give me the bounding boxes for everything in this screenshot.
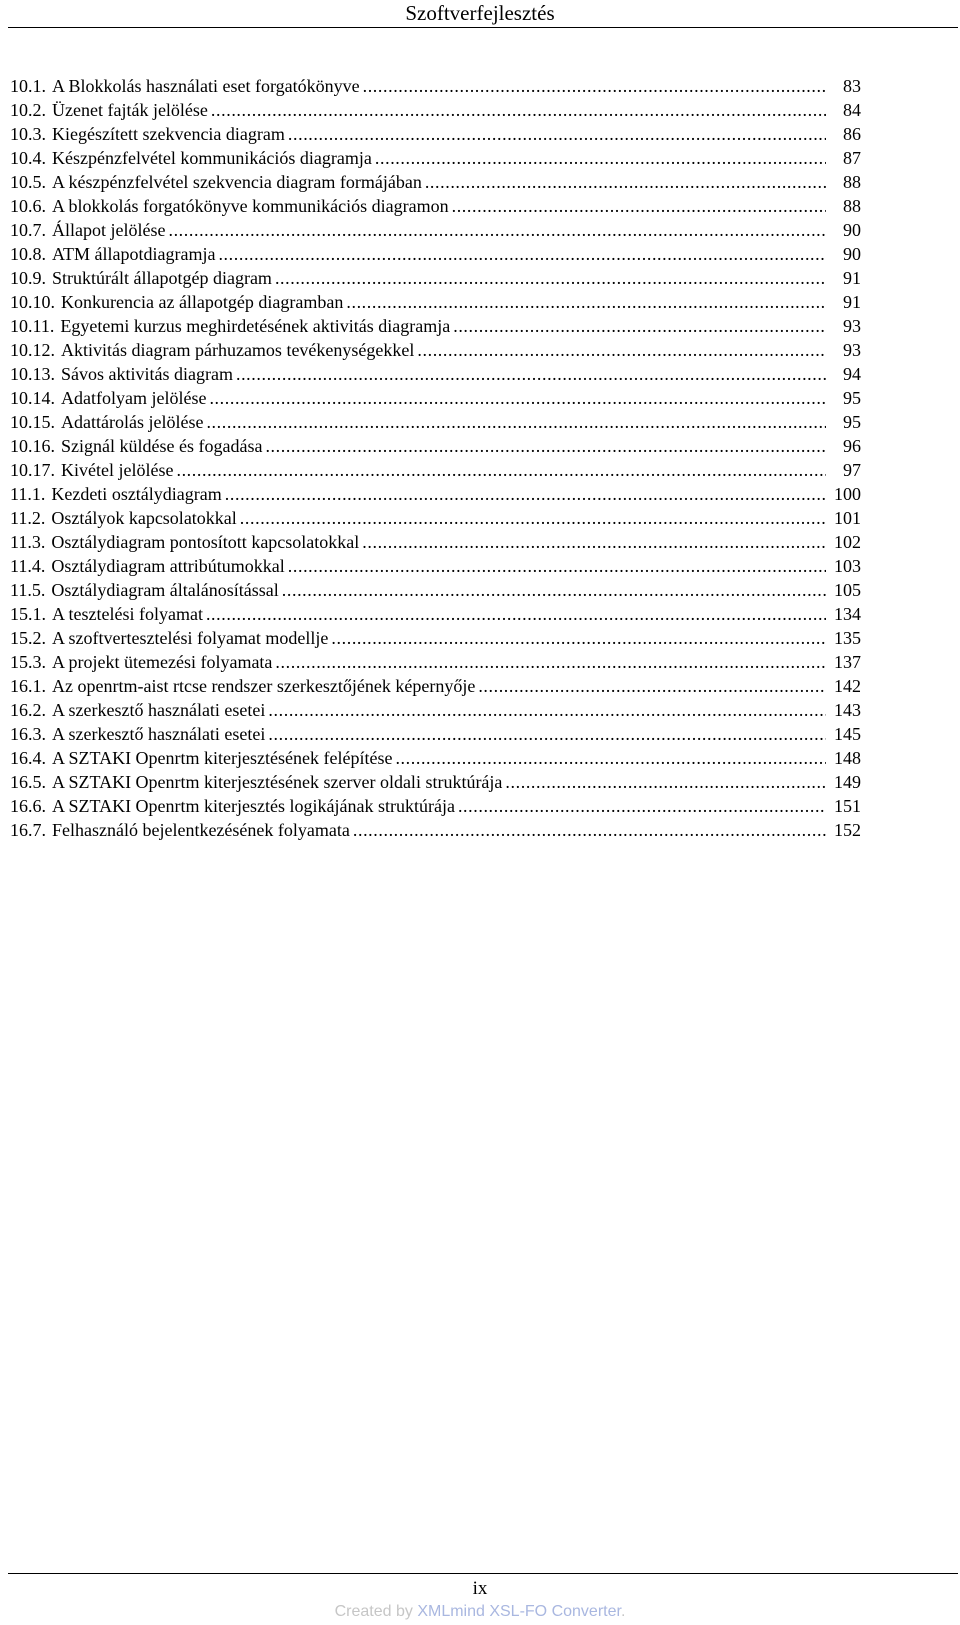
toc-entry-label — [10, 602, 203, 626]
toc-entry-page: 142 — [834, 676, 861, 696]
dot-leader — [275, 650, 826, 674]
dot-leader — [288, 554, 826, 578]
toc-entry[interactable] — [10, 146, 861, 170]
toc-entry-page: 103 — [834, 556, 861, 576]
dot-leader — [240, 506, 826, 530]
dot-leader — [168, 218, 826, 242]
toc-entry-page: 94 — [843, 364, 861, 384]
toc-entry-number: 16.3. — [10, 724, 46, 744]
toc-entry-page: 97 — [843, 460, 861, 480]
toc-entry-page: 95 — [843, 388, 861, 408]
toc-entry-number: 16.6. — [10, 796, 46, 816]
toc-entry[interactable] — [10, 362, 861, 386]
toc-entry[interactable] — [10, 650, 861, 674]
toc-entry-label — [10, 170, 422, 194]
toc-entry[interactable] — [10, 98, 861, 122]
toc-entry-page: 93 — [843, 340, 861, 360]
toc-entry-label — [10, 458, 173, 482]
toc-entry-label — [10, 650, 272, 674]
toc-entry-page: 95 — [843, 412, 861, 432]
dot-leader — [225, 482, 826, 506]
toc-entry[interactable] — [10, 242, 861, 266]
dot-leader — [209, 386, 826, 410]
toc-entry-number: 11.2. — [10, 508, 46, 528]
toc-entry-label — [10, 218, 165, 242]
toc-entry-page: 102 — [834, 532, 861, 552]
toc-entry-label — [10, 722, 265, 746]
dot-leader — [425, 170, 826, 194]
toc-entry-label — [10, 362, 233, 386]
toc-entry-label — [10, 314, 450, 338]
toc-entry-number: 10.5. — [10, 172, 46, 192]
dot-leader — [362, 530, 826, 554]
toc-entry-label — [10, 434, 262, 458]
toc-entry[interactable] — [10, 194, 861, 218]
toc-entry[interactable] — [10, 602, 861, 626]
toc-entry-title: Konkurencia az állapotgép diagramban — [61, 292, 344, 312]
dot-leader — [453, 314, 826, 338]
credit-prefix: Created by — [334, 1603, 418, 1620]
toc-entry-title: Osztályok kapcsolatokkal — [51, 508, 237, 528]
toc-entry-page: 91 — [843, 292, 861, 312]
dot-leader — [452, 194, 826, 218]
toc-entry-title: Kivétel jelölése — [61, 460, 174, 480]
toc-entry-label — [10, 746, 392, 770]
toc-entry-page: 151 — [834, 796, 861, 816]
toc-entry-title: Egyetemi kurzus meghirdetésének aktivitás diagramja — [60, 316, 451, 336]
toc-entry-number: 10.8. — [10, 244, 46, 264]
dot-leader — [211, 98, 826, 122]
toc-entry-number: 15.1. — [10, 604, 46, 624]
toc-entry-label — [10, 794, 455, 818]
toc-entry-page: 96 — [843, 436, 861, 456]
toc-entry-number: 16.4. — [10, 748, 46, 768]
toc-entry-title: ATM állapotdiagramja — [52, 244, 216, 264]
dot-leader — [346, 290, 826, 314]
dot-leader — [236, 362, 826, 386]
toc-entry-title: Kiegészített szekvencia diagram — [52, 124, 285, 144]
toc-entry-number: 10.11. — [10, 316, 55, 336]
dot-leader — [176, 458, 826, 482]
toc-entry-label — [10, 410, 203, 434]
toc-entry-page: 137 — [834, 652, 861, 672]
dot-leader — [458, 794, 826, 818]
dot-leader — [265, 434, 826, 458]
toc-entry[interactable] — [10, 290, 861, 314]
toc-entry-number: 10.2. — [10, 100, 46, 120]
toc-entry-title: A blokkolás forgatókönyve kommunikációs diagramon — [52, 196, 449, 216]
dot-leader — [282, 578, 826, 602]
toc-entry-title: A Blokkolás használati eset forgatókönyve — [52, 76, 360, 96]
toc-entry-page: 87 — [843, 148, 861, 168]
toc-entry-page: 105 — [834, 580, 861, 600]
toc-entry-title: A tesztelési folyamat — [52, 604, 203, 624]
toc-entry-page: 134 — [834, 604, 861, 624]
toc-entry[interactable] — [10, 122, 861, 146]
dot-leader — [505, 770, 826, 794]
toc-entry[interactable] — [10, 554, 861, 578]
dot-leader — [206, 410, 826, 434]
toc-entry-label — [10, 674, 475, 698]
toc-entry-number: 16.5. — [10, 772, 46, 792]
toc-entry-page: 88 — [843, 196, 861, 216]
toc-entry-page: 86 — [843, 124, 861, 144]
toc-entry-label — [10, 386, 206, 410]
toc-entry-label — [10, 74, 360, 98]
toc-entry-title: Szignál küldése és fogadása — [61, 436, 263, 456]
page-number: ix — [472, 1578, 488, 1599]
toc-entry-title: Aktivitás diagram párhuzamos tevékenységekkel — [61, 340, 415, 360]
toc-entry-label — [10, 266, 272, 290]
toc-entry-number: 11.1. — [10, 484, 46, 504]
toc-entry-label — [10, 770, 502, 794]
dot-leader — [478, 674, 826, 698]
toc-entry-title: Adatfolyam jelölése — [61, 388, 207, 408]
toc-entry-title: Üzenet fajták jelölése — [52, 100, 208, 120]
toc-entry-page: 83 — [843, 76, 861, 96]
toc-entry[interactable] — [10, 314, 861, 338]
toc-entry[interactable] — [10, 698, 861, 722]
footer-divider — [8, 1573, 958, 1574]
toc-entry-number: 10.10. — [10, 292, 55, 312]
toc-entry-title: Sávos aktivitás diagram — [61, 364, 233, 384]
toc-entry-page: 135 — [834, 628, 861, 648]
toc-entry-number: 11.5. — [10, 580, 46, 600]
toc-entry-number: 10.1. — [10, 76, 46, 96]
toc-entry-label — [10, 122, 285, 146]
toc-entry[interactable] — [10, 770, 861, 794]
toc-entry-page: 101 — [834, 508, 861, 528]
toc-entry-label — [10, 98, 208, 122]
toc-entry-number: 10.9. — [10, 268, 46, 288]
dot-leader — [288, 122, 826, 146]
toc-entry[interactable] — [10, 410, 861, 434]
header-divider — [8, 27, 958, 28]
toc-entry-number: 10.15. — [10, 412, 55, 432]
toc-entry-page: 152 — [834, 820, 861, 840]
toc-entry-label — [10, 698, 265, 722]
toc-entry-title: Készpénzfelvétel kommunikációs diagramja — [52, 148, 372, 168]
toc-entry-number: 15.2. — [10, 628, 46, 648]
toc-entry-title: A szerkesztő használati esetei — [52, 700, 266, 720]
toc-entry-title: A készpénzfelvétel szekvencia diagram formájában — [52, 172, 422, 192]
toc-entry-title: Állapot jelölése — [52, 220, 166, 240]
dot-leader — [275, 266, 826, 290]
toc-entry[interactable] — [10, 674, 861, 698]
dot-leader — [218, 242, 826, 266]
running-header-title: Szoftverfejlesztés — [405, 1, 555, 25]
toc-entry-page: 91 — [843, 268, 861, 288]
toc-entry-page: 90 — [843, 220, 861, 240]
toc-entry-page: 84 — [843, 100, 861, 120]
toc-entry-title: A SZTAKI Openrtm kiterjesztésének szerver oldali struktúrája — [52, 772, 503, 792]
toc-entry-page: 145 — [834, 724, 861, 744]
toc-entry-number: 10.7. — [10, 220, 46, 240]
toc-entry-title: Az openrtm-aist rtcse rendszer szerkesztőjének képernyője — [52, 676, 476, 696]
toc-entry-label — [10, 194, 449, 218]
list-of-figures — [10, 74, 861, 842]
toc-entry-title: Kezdeti osztálydiagram — [51, 484, 222, 504]
toc-entry-label — [10, 530, 359, 554]
toc-entry-number: 15.3. — [10, 652, 46, 672]
toc-entry-label — [10, 482, 222, 506]
toc-entry-page: 90 — [843, 244, 861, 264]
toc-entry-page: 100 — [834, 484, 861, 504]
toc-entry[interactable] — [10, 722, 861, 746]
toc-entry[interactable] — [10, 506, 861, 530]
toc-entry-label — [10, 578, 279, 602]
toc-entry-number: 16.1. — [10, 676, 46, 696]
toc-entry-number: 11.3. — [10, 532, 46, 552]
toc-entry-page: 148 — [834, 748, 861, 768]
toc-entry-title: A szoftvertesztelési folyamat modellje — [52, 628, 329, 648]
toc-entry-number: 10.17. — [10, 460, 55, 480]
dot-leader — [417, 338, 826, 362]
toc-entry[interactable] — [10, 458, 861, 482]
toc-entry-page: 88 — [843, 172, 861, 192]
toc-entry-title: A szerkesztő használati esetei — [52, 724, 266, 744]
toc-entry-title: Felhasználó bejelentkezésének folyamata — [52, 820, 350, 840]
dot-leader — [268, 698, 826, 722]
dot-leader — [375, 146, 826, 170]
toc-entry-number: 10.13. — [10, 364, 55, 384]
toc-entry-label — [10, 554, 285, 578]
toc-entry[interactable] — [10, 338, 861, 362]
toc-entry-title: A SZTAKI Openrtm kiterjesztésének felépítése — [52, 748, 393, 768]
toc-entry[interactable] — [10, 794, 861, 818]
toc-entry[interactable] — [10, 818, 861, 842]
toc-entry-label — [10, 818, 350, 842]
toc-entry-number: 16.2. — [10, 700, 46, 720]
toc-entry[interactable] — [10, 434, 861, 458]
toc-entry-title: Osztálydiagram általánosítással — [51, 580, 279, 600]
credit-brand-link[interactable]: XMLmind XSL-FO Converter — [417, 1603, 621, 1620]
toc-entry-number: 11.4. — [10, 556, 46, 576]
toc-entry[interactable] — [10, 266, 861, 290]
toc-entry-label — [10, 290, 343, 314]
toc-entry-title: Osztálydiagram attribútumokkal — [51, 556, 285, 576]
toc-entry-title: Osztálydiagram pontosított kapcsolatokkal — [51, 532, 360, 552]
toc-entry[interactable] — [10, 386, 861, 410]
toc-entry[interactable] — [10, 482, 861, 506]
toc-entry-label — [10, 626, 328, 650]
toc-entry-number: 10.4. — [10, 148, 46, 168]
toc-entry-label — [10, 242, 215, 266]
dot-leader — [395, 746, 826, 770]
toc-entry-page: 143 — [834, 700, 861, 720]
toc-entry[interactable] — [10, 74, 861, 98]
toc-entry[interactable] — [10, 626, 861, 650]
toc-entry-title: A SZTAKI Openrtm kiterjesztés logikájának struktúrája — [52, 796, 455, 816]
toc-entry-number: 10.12. — [10, 340, 55, 360]
toc-entry-number: 16.7. — [10, 820, 46, 840]
toc-entry[interactable] — [10, 218, 861, 242]
toc-entry-number: 10.14. — [10, 388, 55, 408]
toc-entry-label — [10, 338, 414, 362]
toc-entry[interactable] — [10, 530, 861, 554]
toc-entry-label — [10, 506, 237, 530]
toc-entry-number: 10.6. — [10, 196, 46, 216]
dot-leader — [331, 626, 826, 650]
toc-entry[interactable] — [10, 170, 861, 194]
converter-credit — [0, 1601, 960, 1623]
toc-entry-number: 10.3. — [10, 124, 46, 144]
dot-leader — [363, 74, 826, 98]
dot-leader — [353, 818, 826, 842]
dot-leader — [268, 722, 826, 746]
toc-entry[interactable] — [10, 746, 861, 770]
toc-entry-title: A projekt ütemezési folyamata — [52, 652, 273, 672]
toc-entry[interactable] — [10, 578, 861, 602]
toc-entry-number: 10.16. — [10, 436, 55, 456]
toc-entry-label — [10, 146, 372, 170]
toc-entry-title: Adattárolás jelölése — [61, 412, 204, 432]
dot-leader — [206, 602, 826, 626]
toc-entry-page: 93 — [843, 316, 861, 336]
credit-suffix: . — [620, 1603, 626, 1620]
toc-entry-page: 149 — [834, 772, 861, 792]
toc-entry-title: Struktúrált állapotgép diagram — [52, 268, 272, 288]
